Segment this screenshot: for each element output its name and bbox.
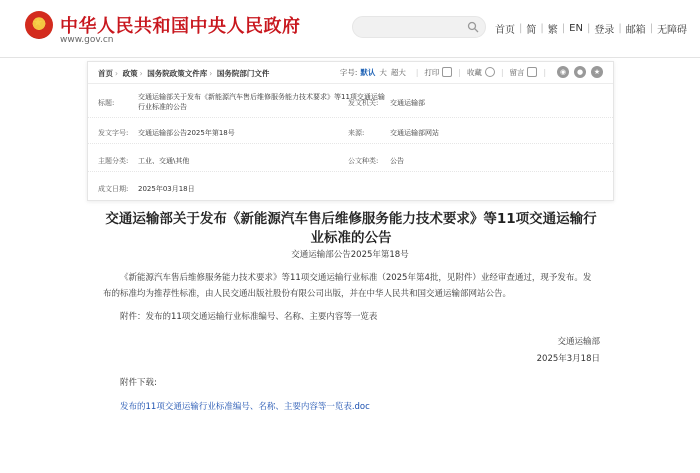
meta-issuer-value: 交通运输部 xyxy=(390,99,425,107)
search-box[interactable] xyxy=(352,16,486,38)
meta-title-key: 标题: xyxy=(98,99,115,107)
download-label: 附件下载: xyxy=(120,378,157,388)
site-header xyxy=(0,0,700,58)
breadcrumb: 首页 › 政策 › 国务院政策文件库 › 国务院部门文件 xyxy=(98,69,270,78)
meta-source-key: 来源: xyxy=(348,129,365,137)
print-icon[interactable] xyxy=(442,67,452,77)
meta-type-value: 公告 xyxy=(390,157,404,165)
top-nav: 首页 | 简 | 繁 | EN | 登录 | 邮箱 | 无障碍 xyxy=(495,23,688,36)
article-title: 交通运输部关于发布《新能源汽车售后维修服务能力技术要求》等11项交通运输行业标准的公告 xyxy=(105,211,597,246)
meta-row-date xyxy=(88,178,613,200)
nav-accessibility[interactable]: 无障碍 xyxy=(657,25,688,36)
qzone-share-icon[interactable]: ★ xyxy=(591,66,603,78)
meta-date-key: 成文日期: xyxy=(98,185,129,193)
meta-row-docno xyxy=(88,122,613,144)
nav-traditional[interactable]: 繁 xyxy=(547,25,558,36)
print-button[interactable]: 打印 xyxy=(424,67,440,77)
breadcrumb-home[interactable]: 首页 xyxy=(98,69,113,78)
meta-row-topic xyxy=(88,150,613,172)
attachment-note: 附件：发布的11项交通运输行业标准编号、名称、主要内容等一览表 xyxy=(120,312,378,322)
site-url: www.gov.cn xyxy=(60,35,114,45)
signature-date: 2025年3月18日 xyxy=(536,354,600,364)
meta-type-key: 公文种类: xyxy=(348,157,379,165)
attachment-download-link[interactable]: 发布的11项交通运输行业标准编号、名称、主要内容等一览表.doc xyxy=(120,402,370,412)
national-emblem-icon xyxy=(25,11,53,39)
nav-login[interactable]: 登录 xyxy=(594,25,615,36)
breadcrumb-bar xyxy=(88,62,613,84)
signature-org: 交通运输部 xyxy=(557,337,600,347)
meta-source-value: 交通运输部网站 xyxy=(390,129,439,137)
favorite-button[interactable]: 收藏 xyxy=(466,67,482,77)
keep-button[interactable]: 留言 xyxy=(509,67,525,77)
meta-topic-value: 工业、交通\其他 xyxy=(138,157,190,165)
nav-mail[interactable]: 邮箱 xyxy=(625,25,646,36)
nav-home[interactable]: 首页 xyxy=(495,25,515,36)
weibo-share-icon[interactable]: ◉ xyxy=(557,66,569,78)
breadcrumb-library[interactable]: 国务院政策文件库 xyxy=(147,69,208,78)
meta-docno-key: 发文字号: xyxy=(98,129,129,137)
meta-row-title xyxy=(88,88,613,118)
document-number: 交通运输部公告2025年第18号 xyxy=(291,250,409,260)
font-size-xlarge[interactable]: 超大 xyxy=(390,67,406,77)
document-info-card xyxy=(87,61,614,201)
search-input[interactable] xyxy=(363,20,463,34)
page-tools: 字号: 默认 大 超大 | 打印 | 收藏 | 留言 | ◉ ● ★ xyxy=(340,66,603,78)
nav-simplified[interactable]: 简 xyxy=(526,25,537,36)
meta-docno-value: 交通运输部公告2025年第18号 xyxy=(138,129,235,137)
breadcrumb-dept-docs[interactable]: 国务院部门文件 xyxy=(216,69,270,78)
favorite-icon[interactable] xyxy=(485,67,495,77)
meta-topic-key: 主题分类: xyxy=(98,157,129,165)
meta-issuer-key: 发文机关: xyxy=(348,99,379,107)
font-size-large[interactable]: 大 xyxy=(379,67,387,77)
meta-date-value: 2025年03月18日 xyxy=(138,185,195,193)
meta-title-value: 交通运输部关于发布《新能源汽车售后维修服务能力技术要求》等11项交通运输行业标准的公告 xyxy=(138,93,385,111)
wechat-share-icon[interactable]: ● xyxy=(574,66,586,78)
keep-icon[interactable] xyxy=(527,67,537,77)
article-body: 《新能源汽车售后维修服务能力技术要求》等11项交通运输行业标准（2025年第4批，见附件）业经审查通过，现予发布。发布的标准均为推荐性标准，由人民交通出版社股份有限公司出版，并在中华人民共和国交通运输部网站公告。 xyxy=(103,273,592,299)
font-size-label: 字号: xyxy=(339,67,358,77)
search-icon[interactable] xyxy=(467,21,479,33)
nav-english[interactable]: EN xyxy=(569,23,583,34)
site-title[interactable]: 中华人民共和国中央人民政府 xyxy=(60,16,301,37)
breadcrumb-policy[interactable]: 政策 xyxy=(122,69,138,78)
font-size-default[interactable]: 默认 xyxy=(360,67,376,77)
